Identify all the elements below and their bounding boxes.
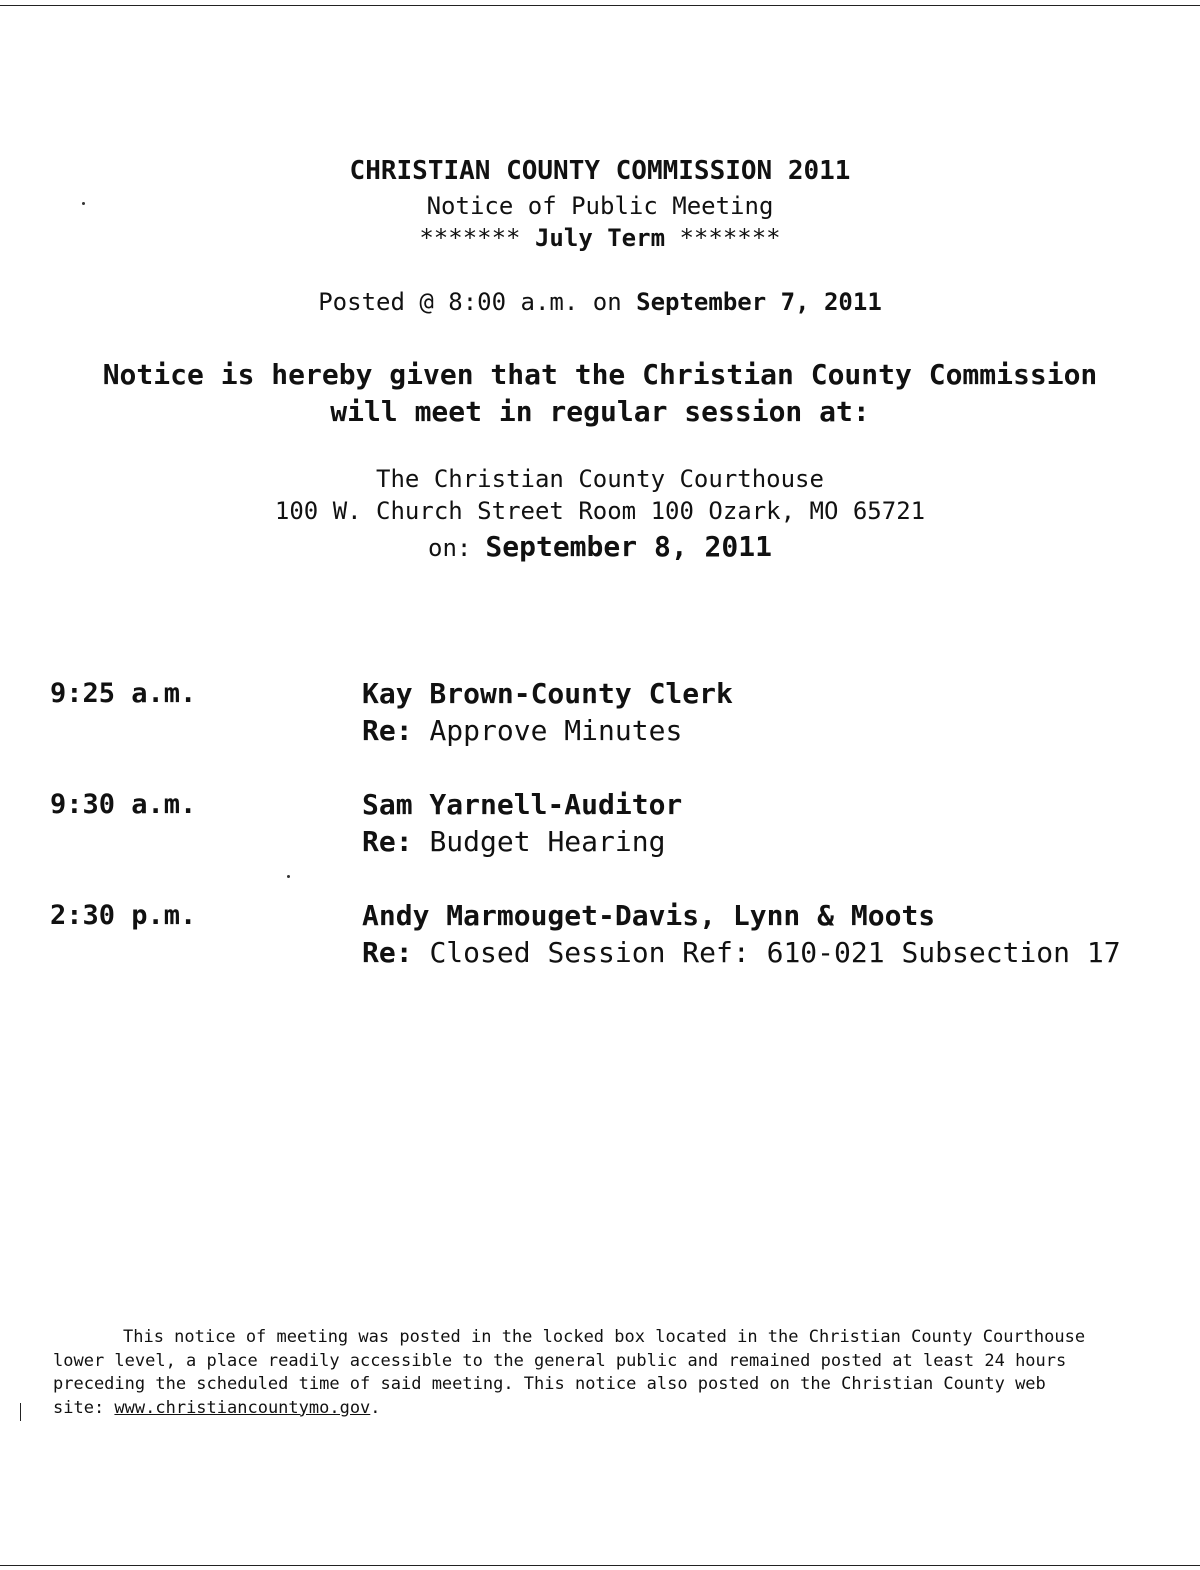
document-subtitle: Notice of Public Meeting bbox=[426, 192, 774, 220]
agenda-presenter: Kay Brown-County Clerk bbox=[362, 677, 733, 710]
margin-mark bbox=[20, 1403, 21, 1421]
footer-site-prefix: site: bbox=[53, 1397, 115, 1418]
on-label: on: bbox=[428, 534, 472, 562]
document-title: CHRISTIAN COUNTY COMMISSION 2011 bbox=[349, 156, 851, 186]
re-label: Re: bbox=[362, 714, 413, 747]
agenda-subject bbox=[362, 825, 665, 858]
agenda-presenter: Sam Yarnell-Auditor bbox=[362, 788, 683, 821]
footer-line-1: This notice of meeting was posted in the locked box located in the Christian County Courthouse bbox=[123, 1327, 1086, 1347]
term-stars-left: ******* bbox=[419, 224, 521, 252]
notice-statement bbox=[0, 356, 1200, 430]
footer-line-2: lower level, a place readily accessible to the general public and remained posted at least 24 hours bbox=[53, 1350, 1067, 1371]
meeting-date: September 8, 2011 bbox=[485, 530, 772, 563]
location-building: The Christian County Courthouse bbox=[376, 465, 824, 493]
top-border-line bbox=[0, 5, 1200, 6]
agenda-subject-text: Closed Session Ref: 610-021 Subsection 17 bbox=[429, 936, 1121, 969]
posted-line bbox=[0, 288, 1200, 316]
footer-site-suffix: . bbox=[370, 1397, 381, 1418]
scan-speck bbox=[287, 875, 290, 878]
agenda-subject bbox=[362, 714, 682, 747]
meeting-date-line bbox=[0, 530, 1200, 563]
posted-prefix: Posted @ 8:00 a.m. on bbox=[318, 288, 622, 316]
re-label: Re: bbox=[362, 936, 413, 969]
website-link[interactable]: www.christiancountymo.gov bbox=[114, 1397, 371, 1418]
footer-line-3: preceding the scheduled time of said meeting. This notice also posted on the Christian County web bbox=[53, 1374, 1046, 1394]
agenda-time: 9:30 a.m. bbox=[50, 789, 197, 820]
term-label: July Term bbox=[534, 224, 666, 252]
agenda-subject-text: Approve Minutes bbox=[429, 714, 683, 747]
re-label: Re: bbox=[362, 825, 413, 858]
agenda-subject-text: Budget Hearing bbox=[429, 825, 666, 858]
term-stars-right: ******* bbox=[679, 224, 781, 252]
term-line bbox=[0, 224, 1200, 252]
notice-line-2: will meet in regular session at: bbox=[330, 395, 870, 428]
agenda-presenter: Andy Marmouget-Davis, Lynn & Moots bbox=[362, 899, 936, 932]
bottom-border-line bbox=[0, 1565, 1200, 1566]
posting-statement bbox=[53, 1326, 1163, 1420]
notice-line-1: Notice is hereby given that the Christian County Commission bbox=[102, 358, 1098, 391]
scan-speck bbox=[82, 202, 85, 205]
footer-line-4 bbox=[53, 1397, 1163, 1421]
agenda-time: 2:30 p.m. bbox=[50, 900, 197, 931]
location-address: 100 W. Church Street Room 100 Ozark, MO 65721 bbox=[274, 497, 926, 525]
agenda-time: 9:25 a.m. bbox=[50, 678, 197, 709]
agenda-subject bbox=[362, 936, 1121, 969]
posted-date: September 7, 2011 bbox=[636, 288, 882, 316]
